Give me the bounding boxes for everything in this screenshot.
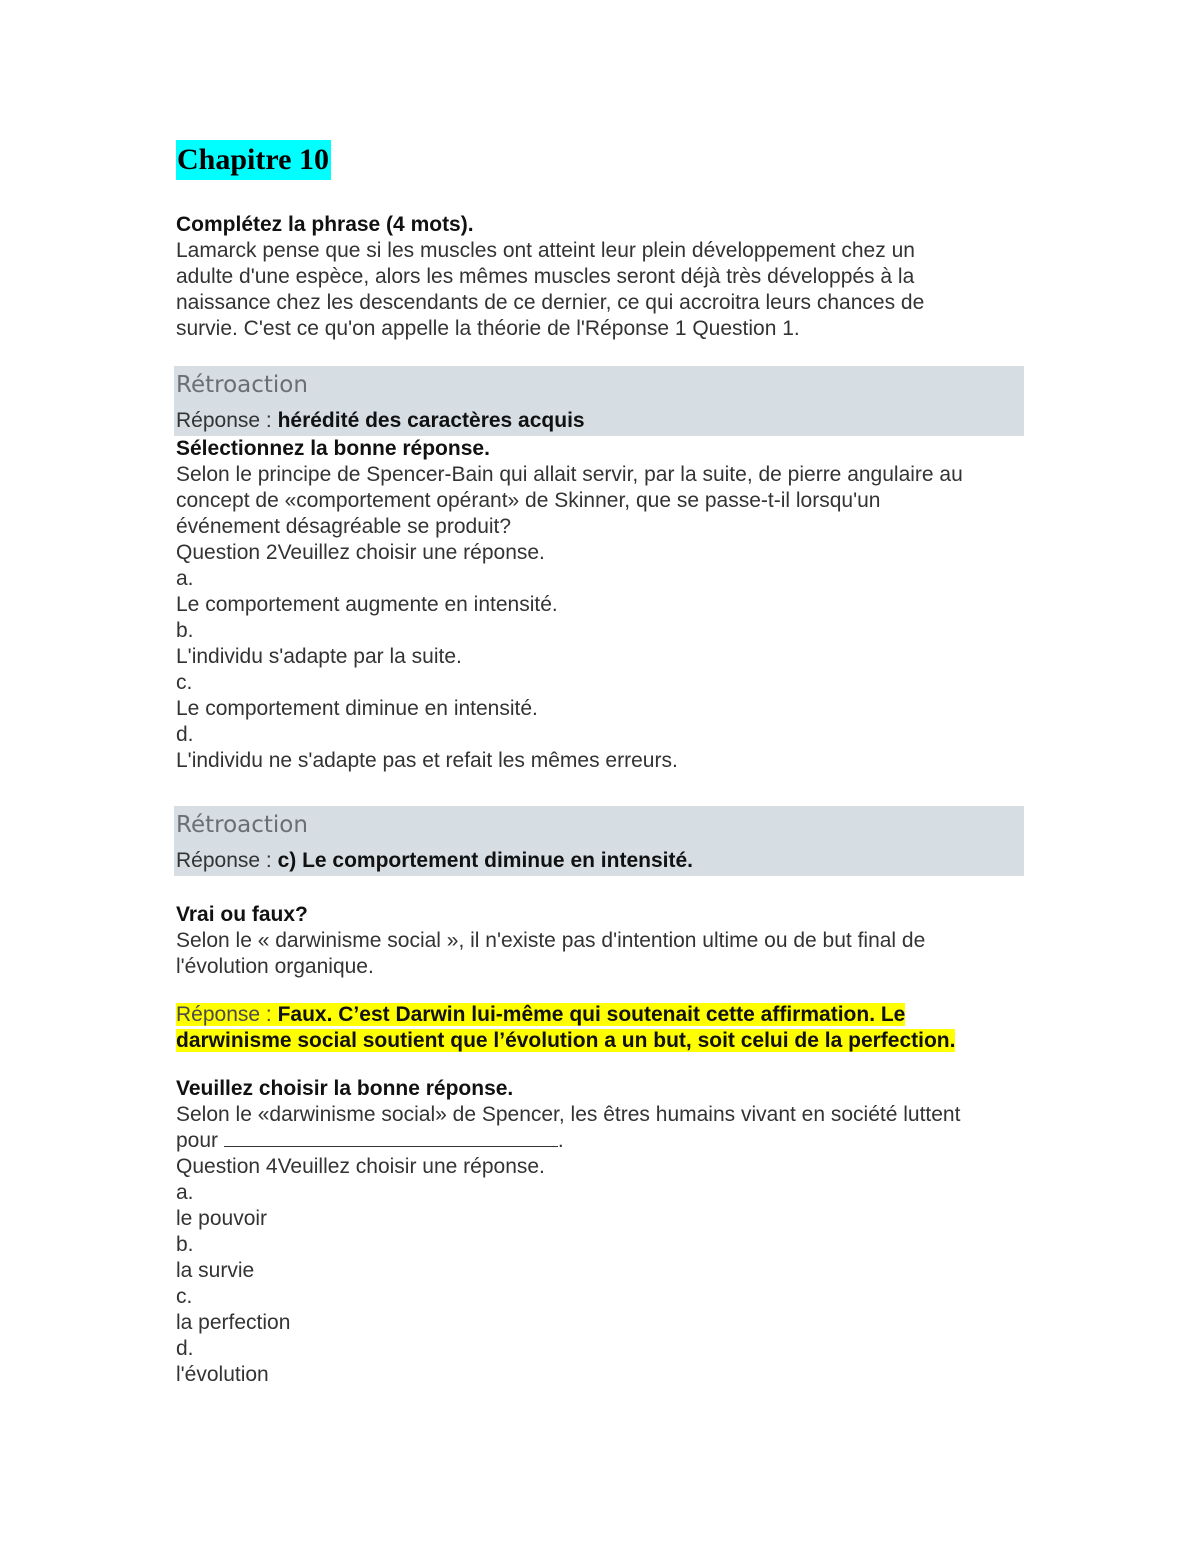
- option-letter: d.: [176, 1337, 194, 1360]
- question-2-line: Selon le principe de Spencer-Bain qui allait servir, par la suite, de pierre angulaire au: [176, 463, 963, 486]
- answer-value: Faux. C’est Darwin lui-même qui soutenait cette affirmation. Le: [277, 1003, 906, 1026]
- option-letter: b.: [176, 1233, 194, 1256]
- question-4-line-suffix: .: [557, 1129, 564, 1152]
- question-3-line: l'évolution organique.: [176, 955, 374, 978]
- question-4-prompt: Question 4Veuillez choisir une réponse.: [176, 1155, 545, 1178]
- option-letter: a.: [176, 567, 194, 590]
- option-text: le pouvoir: [176, 1207, 268, 1230]
- option-text: la perfection: [176, 1311, 291, 1334]
- feedback-title: Rétroaction: [176, 812, 308, 838]
- question-4-heading: Veuillez choisir la bonne réponse.: [176, 1077, 514, 1100]
- question-1-line: adulte d'une espèce, alors les mêmes muscles seront déjà très développés à la: [176, 265, 915, 288]
- option-text: Le comportement diminue en intensité.: [176, 697, 538, 720]
- option-text: Le comportement augmente en intensité.: [176, 593, 558, 616]
- option-letter: d.: [176, 723, 194, 746]
- question-4: [176, 1076, 1026, 1388]
- question-3-answer: [176, 1002, 1026, 1054]
- feedback-answer: [176, 848, 1024, 876]
- question-2-prompt: Question 2Veuillez choisir une réponse.: [176, 541, 545, 564]
- option-letter: c.: [176, 671, 193, 694]
- option-letter: c.: [176, 1285, 193, 1308]
- question-4-line: [176, 1128, 1026, 1154]
- option-text: L'individu ne s'adapte pas et refait les mêmes erreurs.: [176, 749, 678, 772]
- question-4-line: Selon le «darwinisme social» de Spencer, les êtres humains vivant en société luttent: [176, 1103, 961, 1126]
- question-3: [176, 902, 1026, 980]
- question-2-line: événement désagréable se produit?: [176, 515, 512, 538]
- question-1-line: survie. C'est ce qu'on appelle la théorie de l'Réponse 1 Question 1.: [176, 317, 800, 340]
- feedback-answer: [176, 408, 1024, 436]
- fill-in-blank: [224, 1128, 558, 1147]
- option-text: L'individu s'adapte par la suite.: [176, 645, 462, 668]
- document-page: [176, 140, 1026, 1388]
- feedback-answer-value: c) Le comportement diminue en intensité.: [277, 849, 693, 872]
- option-text: l'évolution: [176, 1363, 269, 1386]
- question-4-line-prefix: pour: [176, 1129, 224, 1152]
- question-3-line: Selon le « darwinisme social », il n'existe pas d'intention ultime ou de but final de: [176, 929, 926, 952]
- answer-label: Réponse :: [176, 1003, 278, 1026]
- answer-value: darwinisme social soutient que l’évolution a un but, soit celui de la perfection.: [176, 1029, 956, 1052]
- question-2-line: concept de «comportement opérant» de Skinner, que se passe-t-il lorsqu'un: [176, 489, 881, 512]
- question-2: [176, 436, 1026, 774]
- feedback-answer-value: hérédité des caractères acquis: [277, 409, 585, 432]
- question-1: [176, 212, 1026, 342]
- feedback-answer-label: Réponse :: [176, 849, 278, 872]
- feedback-title: Rétroaction: [176, 372, 308, 398]
- option-text: la survie: [176, 1259, 255, 1282]
- question-2-heading: Sélectionnez la bonne réponse.: [176, 437, 490, 460]
- option-letter: b.: [176, 619, 194, 642]
- question-1-line: naissance chez les descendants de ce dernier, ce qui accroitra leurs chances de: [176, 291, 925, 314]
- feedback-box-1: [174, 366, 1024, 436]
- option-letter: a.: [176, 1181, 194, 1204]
- question-3-heading: Vrai ou faux?: [176, 903, 308, 926]
- question-1-line: Lamarck pense que si les muscles ont atteint leur plein développement chez un: [176, 239, 915, 262]
- feedback-answer-label: Réponse :: [176, 409, 278, 432]
- question-1-heading: Complétez la phrase (4 mots).: [176, 213, 474, 236]
- chapter-title: Chapitre 10: [176, 140, 331, 180]
- feedback-box-2: [174, 806, 1024, 876]
